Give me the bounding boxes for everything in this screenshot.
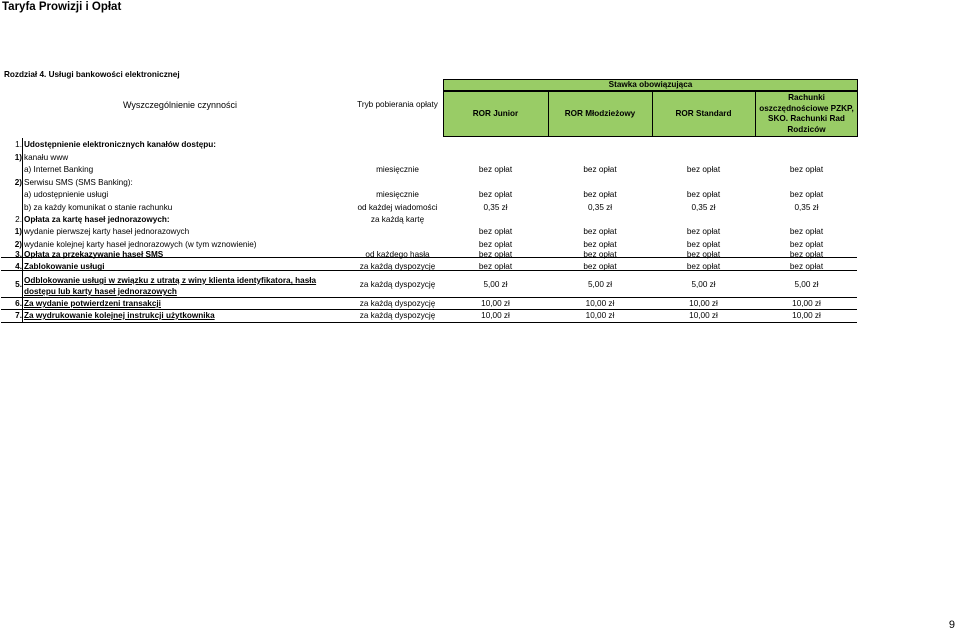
- header-col-ror-junior: ROR Junior: [472, 109, 519, 118]
- section-heading: Rozdział 4. Usługi bankowości elektronicznej: [4, 70, 180, 79]
- grid-line-num: [22, 138, 23, 323]
- document-title: Taryfa Prowizji i Opłat: [2, 1, 122, 13]
- header-group-label: Stawka obowiązująca: [608, 80, 693, 89]
- grid-line: [1, 322, 857, 323]
- grid-line: [1, 309, 857, 310]
- header-description: Wyszczególnienie czynności: [123, 100, 237, 110]
- header-col-ror-mlodziezowy: ROR Młodzieżowy: [564, 109, 636, 118]
- header-col-ror-standard: ROR Standard: [675, 109, 732, 118]
- header-col-rachunki-oszczednosciowe: Rachunki oszczędnościowe PZKP, SKO. Rachunki Rad Rodziców: [759, 93, 854, 134]
- header-charge-mode: Tryb pobierania opłaty: [357, 100, 438, 109]
- page-number: 9: [948, 619, 955, 631]
- grid-line: [1, 297, 857, 298]
